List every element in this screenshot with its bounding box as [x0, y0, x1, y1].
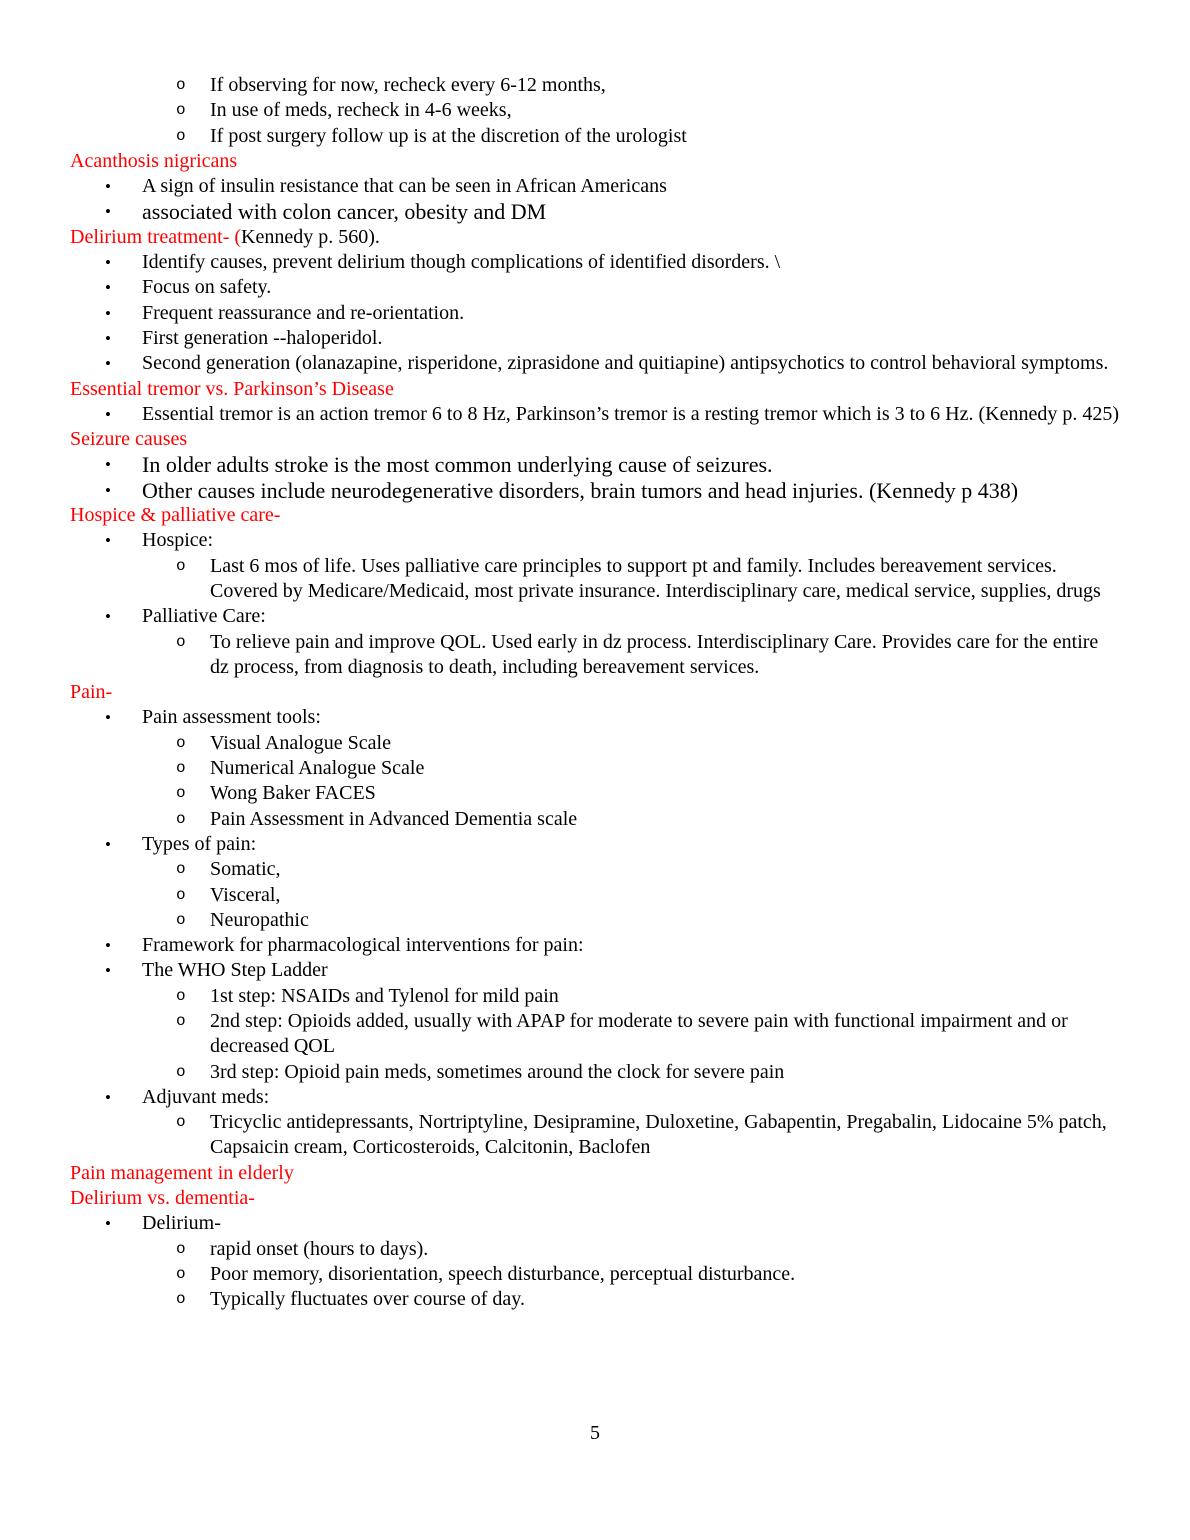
item-text: Types of pain:	[142, 832, 257, 855]
item-text: Delirium-	[142, 1212, 221, 1235]
bullet-marker: •	[105, 961, 111, 981]
bullet-marker: •	[105, 455, 111, 475]
sub-bullet-marker: o	[176, 1062, 186, 1081]
sub-bullet-item	[70, 1262, 1122, 1287]
document-blocks	[70, 73, 1122, 1313]
heading-black-text: Kennedy p. 560).	[241, 225, 380, 248]
heading-red-text: Pain management in elderly	[70, 1161, 294, 1184]
item-text: Framework for pharmacological interventions for pain:	[142, 934, 584, 957]
item-text: Focus on safety.	[142, 276, 272, 299]
sub-bullet-item	[70, 908, 1122, 933]
bullet-marker: •	[105, 177, 111, 197]
sub-bullet-marker: o	[176, 809, 186, 828]
sub-bullet-marker: o	[176, 733, 186, 752]
item-text: 3rd step: Opioid pain meds, sometimes around the clock for severe pain	[210, 1060, 785, 1083]
sub-bullet-marker: o	[176, 632, 186, 651]
bullet-item	[70, 705, 1122, 730]
bullet-marker: •	[105, 404, 111, 424]
sub-bullet-item	[70, 1237, 1122, 1262]
bullet-marker: •	[105, 1214, 111, 1234]
bullet-marker: •	[105, 708, 111, 728]
item-text: If observing for now, recheck every 6-12 months,	[210, 74, 606, 96]
bullet-marker: •	[105, 202, 111, 222]
sub-bullet-item	[70, 124, 1122, 149]
heading-red-text: Essential tremor vs. Parkinson’s Disease	[70, 377, 394, 400]
bullet-item	[70, 250, 1122, 275]
bullet-item	[70, 933, 1122, 958]
item-text: Visceral,	[210, 883, 281, 906]
bullet-item	[70, 832, 1122, 857]
item-text: Palliative Care:	[142, 605, 266, 628]
item-text: Second generation (olanazapine, risperidone, ziprasidone and quitiapine) antipsychotics to control behavioral symptoms.	[142, 352, 1109, 375]
item-text: First generation --haloperidol.	[142, 326, 383, 349]
bullet-marker: •	[105, 328, 111, 348]
item-text: Visual Analogue Scale	[210, 731, 391, 754]
item-text: associated with colon cancer, obesity and DM	[142, 199, 547, 225]
item-text: Last 6 mos of life. Uses palliative care principles to support pt and family. Includes bereavement services. Covered by Medicare/Medicaid, most private insurance. Interdisciplinary care, medical service, supplies, drugs	[210, 554, 1101, 602]
sub-bullet-item	[70, 857, 1122, 882]
bullet-item	[70, 174, 1122, 199]
item-text: Frequent reassurance and re-orientation.	[142, 301, 465, 324]
section-heading	[70, 1186, 1122, 1211]
sub-bullet-item	[70, 807, 1122, 832]
sub-bullet-item	[70, 1009, 1122, 1060]
sub-bullet-item	[70, 554, 1122, 605]
bullet-marker: •	[105, 303, 111, 323]
bullet-item	[70, 958, 1122, 983]
item-text: 2nd step: Opioids added, usually with APAP for moderate to severe pain with functional impairment and or decreased QOL	[210, 1009, 1068, 1058]
bullet-marker: •	[105, 253, 111, 273]
bullet-marker: •	[105, 354, 111, 374]
bullet-item	[70, 1085, 1122, 1110]
item-text: Pain Assessment in Advanced Dementia scale	[210, 807, 578, 830]
bullet-marker: •	[105, 531, 111, 551]
bullet-marker: •	[105, 1087, 111, 1107]
sub-bullet-marker: o	[176, 126, 186, 145]
sub-bullet-marker: o	[176, 556, 186, 575]
item-text: A sign of insulin resistance that can be seen in African Americans	[142, 175, 667, 198]
sub-bullet-item	[70, 98, 1122, 123]
item-text: Wong Baker FACES	[210, 782, 376, 805]
bullet-item	[70, 326, 1122, 351]
sub-bullet-item	[70, 883, 1122, 908]
sub-bullet-item	[70, 73, 1122, 98]
bullet-item	[70, 275, 1122, 300]
bullet-item	[70, 528, 1122, 553]
sub-bullet-marker: o	[176, 1113, 186, 1132]
sub-bullet-marker: o	[176, 1290, 186, 1309]
section-heading	[70, 225, 1122, 250]
item-text: Adjuvant meds:	[142, 1085, 270, 1108]
item-text: Hospice:	[142, 529, 214, 552]
sub-bullet-marker: o	[176, 101, 186, 120]
bullet-item	[70, 478, 1122, 503]
heading-red-text: Seizure causes	[70, 428, 188, 451]
item-text: Neuropathic	[210, 908, 309, 931]
heading-red-text: Delirium vs. dementia-	[70, 1187, 255, 1210]
item-text: In older adults stroke is the most common underlying cause of seizures.	[142, 452, 773, 478]
item-text: Identify causes, prevent delirium though complications of identified disorders. \	[142, 251, 781, 274]
bullet-marker: •	[105, 278, 111, 298]
bullet-marker: •	[105, 936, 111, 956]
sub-bullet-item	[70, 1060, 1122, 1085]
sub-bullet-item	[70, 731, 1122, 756]
item-text: Other causes include neurodegenerative disorders, brain tumors and head injuries. (Kennedy p 438)	[142, 477, 1019, 503]
sub-bullet-marker: o	[176, 885, 186, 904]
bullet-marker: •	[105, 607, 111, 627]
section-heading	[70, 1161, 1122, 1186]
heading-red-text: Pain-	[70, 681, 113, 704]
item-text: Typically fluctuates over course of day.	[210, 1288, 525, 1311]
section-heading	[70, 427, 1122, 452]
item-text: Essential tremor is an action tremor 6 to 8 Hz, Parkinson’s tremor is a resting tremor which is 3 to 6 Hz. (Kennedy p. 425)	[142, 402, 1120, 425]
bullet-marker: •	[105, 480, 111, 500]
heading-red-text: Delirium treatment- (	[70, 225, 242, 248]
sub-bullet-item	[70, 781, 1122, 806]
item-text: The WHO Step Ladder	[142, 959, 328, 982]
section-heading	[70, 503, 1122, 528]
sub-bullet-marker: o	[176, 860, 186, 879]
section-heading	[70, 377, 1122, 402]
heading-red-text: Acanthosis nigricans	[70, 149, 238, 172]
bullet-item	[70, 351, 1122, 376]
bullet-item	[70, 301, 1122, 326]
item-text: Somatic,	[210, 858, 281, 881]
sub-bullet-marker: o	[176, 986, 186, 1005]
bullet-marker: •	[105, 834, 111, 854]
sub-bullet-item	[70, 756, 1122, 781]
heading-red-text: Hospice & palliative care-	[70, 504, 281, 527]
item-text: Poor memory, disorientation, speech disturbance, perceptual disturbance.	[210, 1262, 796, 1285]
section-heading	[70, 680, 1122, 705]
sub-bullet-item	[70, 984, 1122, 1009]
bullet-item	[70, 452, 1122, 477]
item-text: If post surgery follow up is at the discretion of the urologist	[210, 124, 687, 147]
sub-bullet-marker: o	[176, 1011, 186, 1030]
item-text: To relieve pain and improve QOL. Used early in dz process. Interdisciplinary Care. Provides care for the entire dz process, from diagnosis to death, including bereavement services.	[210, 630, 1099, 678]
sub-bullet-marker: o	[176, 1264, 186, 1283]
sub-bullet-marker: o	[176, 910, 186, 929]
item-text: In use of meds, recheck in 4-6 weeks,	[210, 99, 512, 122]
page-number: 5	[590, 1421, 600, 1444]
item-text: Tricyclic antidepressants, Nortriptyline, Desipramine, Duloxetine, Gabapentin, Pregabalin, Lidocaine 5% patch, Capsaicin cream, Corticosteroids, Calcitonin, Baclofen	[210, 1111, 1107, 1159]
item-text: Pain assessment tools:	[142, 706, 321, 729]
sub-bullet-marker: o	[176, 1239, 186, 1258]
sub-bullet-marker: o	[176, 76, 186, 94]
sub-bullet-item	[70, 630, 1122, 681]
bullet-item	[70, 1211, 1122, 1236]
bullet-item	[70, 604, 1122, 629]
bullet-item	[70, 402, 1122, 427]
item-text: 1st step: NSAIDs and Tylenol for mild pain	[210, 984, 559, 1007]
sub-bullet-marker: o	[176, 759, 186, 778]
item-text: rapid onset (hours to days).	[210, 1237, 429, 1260]
sub-bullet-item	[70, 1287, 1122, 1312]
sub-bullet-item	[70, 1110, 1122, 1161]
section-heading	[70, 149, 1122, 174]
sub-bullet-marker: o	[176, 784, 186, 803]
bullet-item	[70, 199, 1122, 224]
item-text: Numerical Analogue Scale	[210, 757, 425, 780]
